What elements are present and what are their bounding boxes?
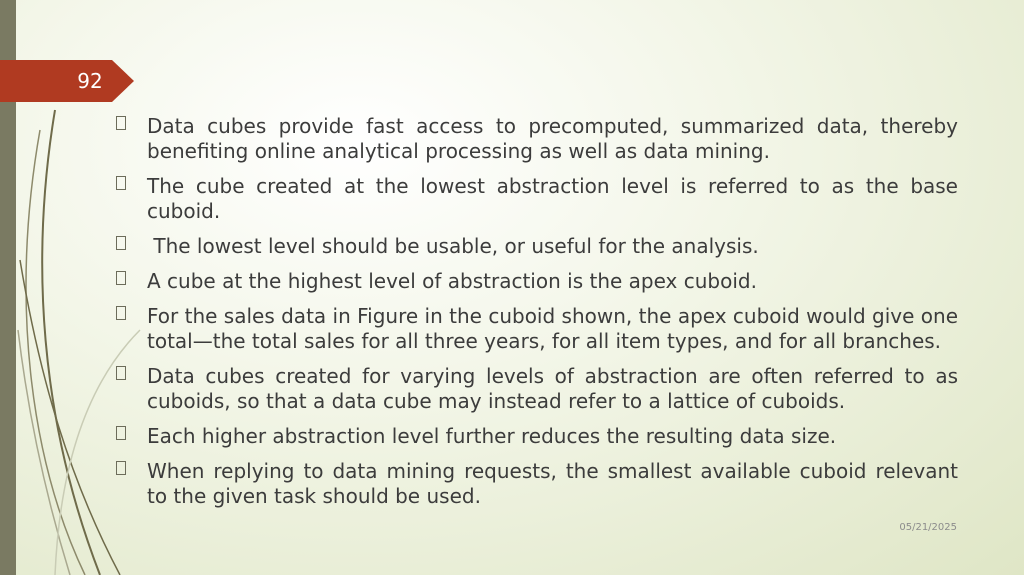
bullet-marker-icon [116, 461, 126, 475]
bullet-item [116, 304, 958, 354]
bullet-item [116, 459, 958, 509]
bullet-marker-icon [116, 176, 126, 190]
bullet-text: The cube created at the lowest abstraction level is referred to as the base cuboid. [147, 174, 958, 223]
bullet-marker-icon [116, 236, 126, 250]
bullet-item [116, 174, 958, 224]
bullet-item [116, 234, 958, 259]
slide-number: 92 [77, 69, 103, 93]
bullet-item [116, 364, 958, 414]
bullet-text: The lowest level should be usable, or useful for the analysis. [147, 234, 759, 258]
slide-number-tab [0, 60, 134, 102]
bullet-text: When replying to data mining requests, the smallest available cuboid relevant to the given task should be used. [147, 459, 958, 508]
slide-date: 05/21/2025 [899, 522, 957, 533]
bullet-text: A cube at the highest level of abstraction is the apex cuboid. [147, 269, 757, 293]
bullet-marker-icon [116, 426, 126, 440]
bullet-text: Each higher abstraction level further reduces the resulting data size. [147, 424, 837, 448]
bullet-item [116, 114, 958, 164]
bullet-marker-icon [116, 116, 126, 130]
bullet-text: Data cubes created for varying levels of abstraction are often referred to as cuboids, so that a data cube may instead refer to a lattice of cuboids. [147, 364, 958, 413]
bullet-text: Data cubes provide fast access to precomputed, summarized data, thereby benefiting online analytical processing as well as data mining. [147, 114, 958, 163]
bullet-item [116, 269, 958, 294]
bullet-item [116, 424, 958, 449]
bullet-marker-icon [116, 306, 126, 320]
bullet-text: For the sales data in Figure in the cuboid shown, the apex cuboid would give one total—the total sales for all three years, for all item types, and for all branches. [147, 304, 958, 353]
bullet-marker-icon [116, 271, 126, 285]
bullet-marker-icon [116, 366, 126, 380]
bullet-list [116, 114, 958, 519]
slide-number-arrow-shape [0, 60, 134, 102]
